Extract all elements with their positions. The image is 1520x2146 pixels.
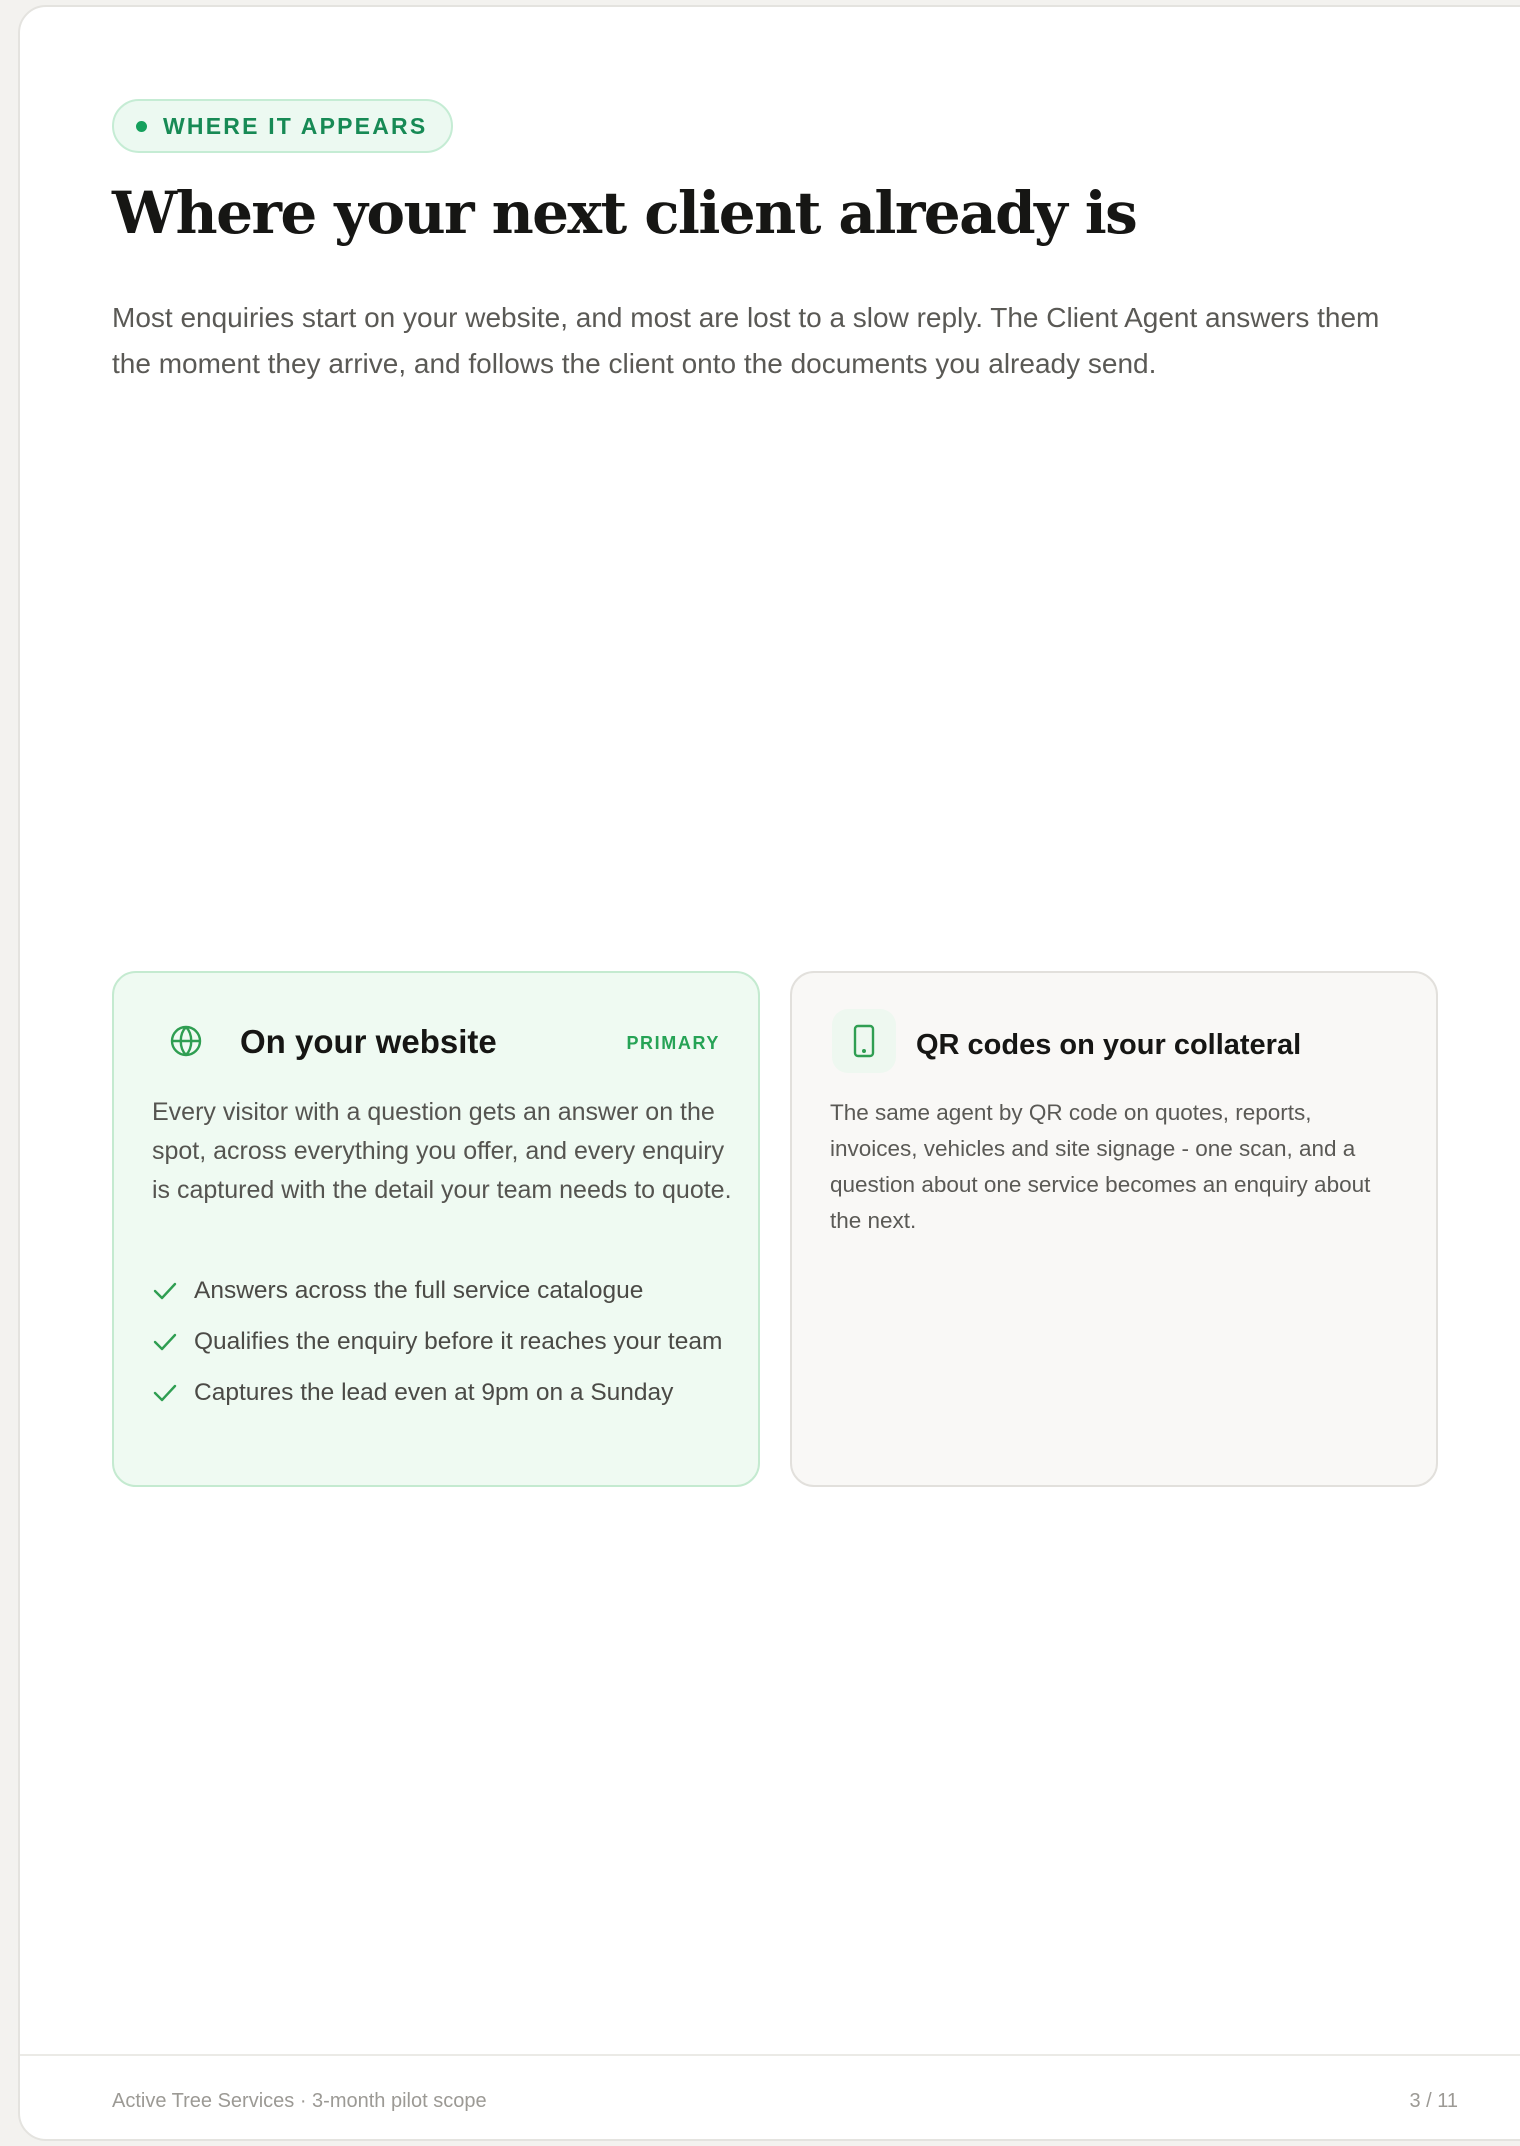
feature-item bbox=[152, 1273, 732, 1309]
website-feature-list bbox=[152, 1273, 732, 1426]
qr-card-title: QR codes on your collateral bbox=[916, 1029, 1302, 1061]
feature-item bbox=[152, 1324, 732, 1360]
section-eyebrow-badge bbox=[112, 99, 453, 153]
check-icon bbox=[152, 1332, 178, 1352]
feature-text: Qualifies the enquiry before it reaches your team bbox=[194, 1328, 723, 1355]
eyebrow-label: WHERE IT APPEARS bbox=[163, 112, 428, 139]
qr-collateral-card bbox=[790, 971, 1438, 1487]
phone-icon bbox=[832, 1009, 896, 1073]
footer-document-label: Active Tree Services · 3-month pilot scope bbox=[112, 2090, 487, 2112]
page bbox=[18, 5, 1520, 2141]
website-card bbox=[112, 971, 760, 1487]
qr-card-description: The same agent by QR code on quotes, reports, invoices, vehicles and site signage - one scan, and a question about one service becomes an enquiry about the next. bbox=[830, 1100, 1371, 1233]
eyebrow-dot-icon bbox=[136, 121, 147, 132]
primary-tag: PRIMARY bbox=[626, 1033, 720, 1053]
footer-divider bbox=[20, 2054, 1520, 2056]
check-icon bbox=[152, 1383, 178, 1403]
page-title: Where your next client already is bbox=[112, 179, 1137, 247]
page-number: 3 / 11 bbox=[1409, 2090, 1458, 2112]
feature-text: Captures the lead even at 9pm on a Sunday bbox=[194, 1379, 674, 1406]
website-card-description: Every visitor with a question gets an answer on the spot, across everything you offer, and every enquiry is captured with the detail your team needs to quote. bbox=[152, 1098, 732, 1204]
intro-paragraph: Most enquiries start on your website, and most are lost to a slow reply. The Client Agent answers them the moment they arrive, and follows the client onto the documents you already send. bbox=[112, 302, 1380, 379]
check-icon bbox=[152, 1281, 178, 1301]
feature-text: Answers across the full service catalogue bbox=[194, 1277, 644, 1304]
feature-item bbox=[152, 1375, 732, 1411]
website-card-title: On your website bbox=[240, 1023, 497, 1060]
globe-icon bbox=[154, 1009, 218, 1073]
